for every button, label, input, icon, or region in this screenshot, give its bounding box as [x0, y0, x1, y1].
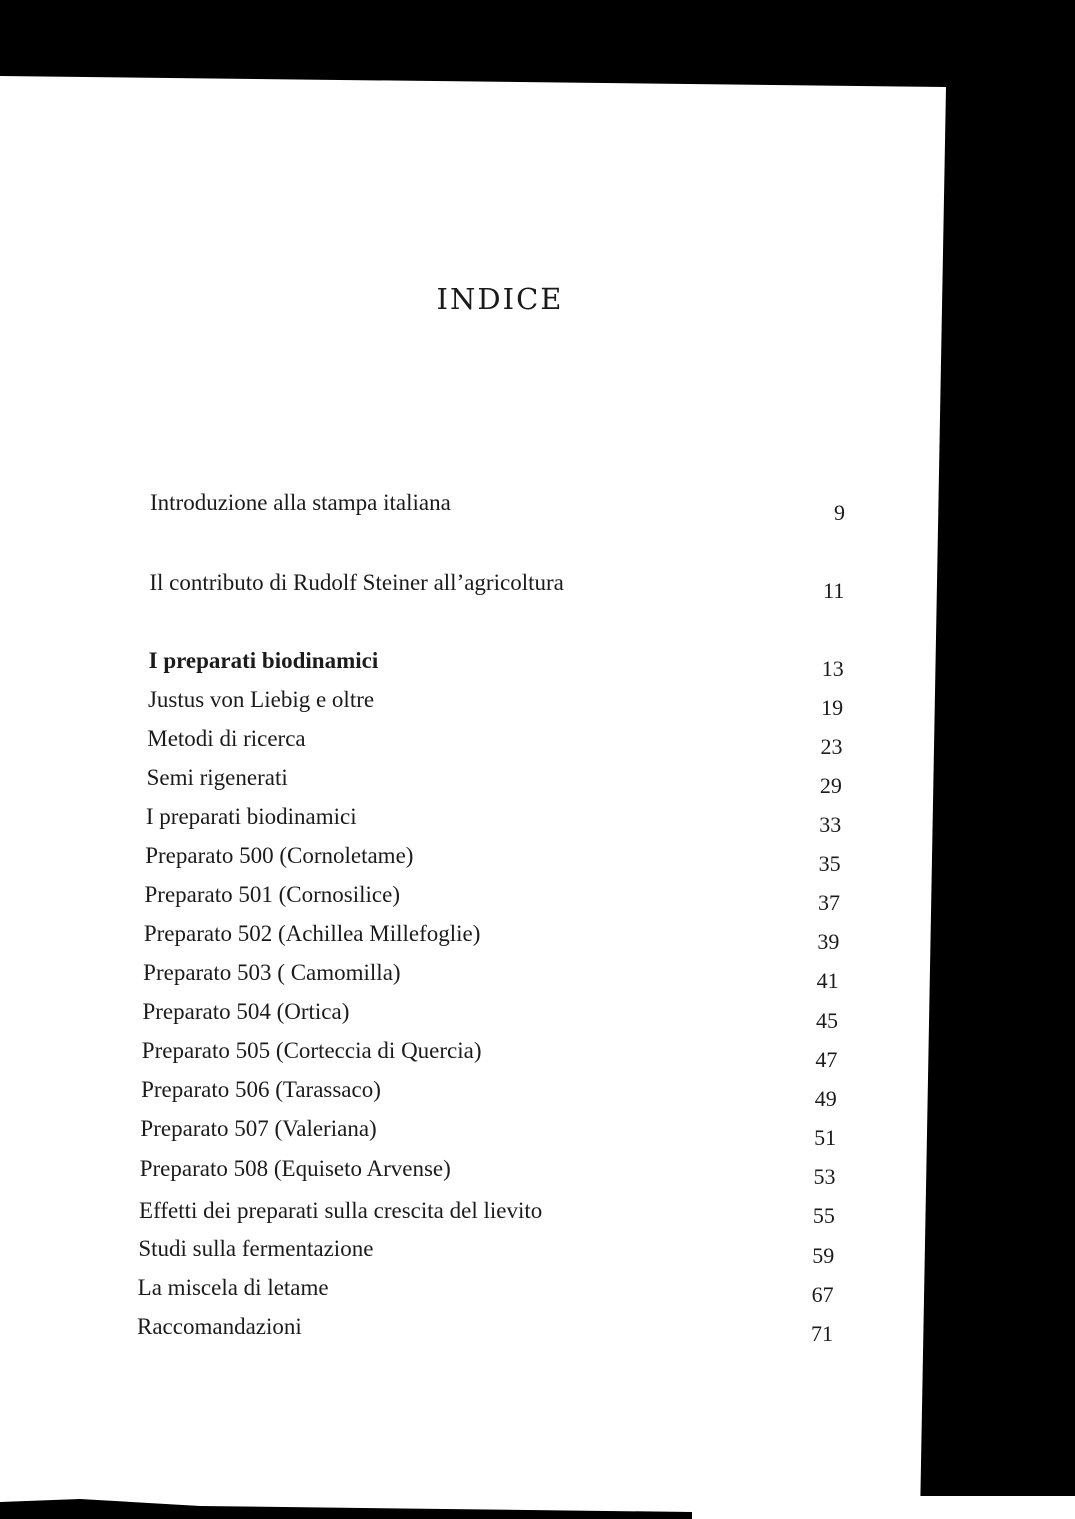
- toc-entry-page-number: 19: [821, 695, 844, 720]
- toc-entry-title: Preparato 506 (Tarassaco): [141, 1077, 381, 1102]
- toc-entry-title: Justus von Liebig e oltre: [147, 687, 375, 712]
- toc-entry-title: Preparato 505 (Corteccia di Quercia): [141, 1038, 482, 1063]
- toc-entry-page-number: 47: [815, 1047, 838, 1072]
- toc-entry-title: Semi rigenerati: [146, 765, 288, 790]
- toc-entry-title: Metodi di ricerca: [147, 726, 306, 751]
- toc-entry-page-number: 23: [820, 734, 843, 759]
- toc-entry-title: Effetti dei preparati sulla crescita del lievito: [139, 1198, 543, 1223]
- toc-entry-page-number: 39: [817, 929, 840, 954]
- toc-entry-title: La miscela di letame: [137, 1275, 329, 1300]
- toc-entry-title: Studi sulla fermentazione: [138, 1236, 374, 1261]
- toc-entry-page-number: 37: [817, 890, 840, 915]
- toc-entry-title: Il contributo di Rudolf Steiner all’agricoltura: [149, 570, 564, 595]
- toc-entry-title: Preparato 501 (Cornosilice): [144, 882, 400, 907]
- toc-entry-page-number: 49: [814, 1086, 837, 1111]
- toc-entry-title: Preparato 500 (Cornoletame): [145, 843, 414, 868]
- toc-entry-page-number: 55: [812, 1203, 835, 1228]
- toc-entry-page-number: 29: [819, 773, 842, 798]
- toc-entry-page-number: 71: [811, 1321, 833, 1346]
- toc-entry-title: Preparato 508 (Equiseto Arvense): [139, 1156, 451, 1181]
- toc-entry-page-number: 33: [819, 812, 842, 837]
- toc-entry-title: Preparato 507 (Valeriana): [140, 1116, 377, 1141]
- page-title: INDICE: [436, 282, 564, 316]
- toc-entry-title: I preparati biodinamici: [148, 648, 379, 673]
- toc-entry-page-number: 67: [811, 1282, 834, 1307]
- toc-entry-page-number: 35: [818, 851, 841, 876]
- toc-entry-page-number: 53: [813, 1164, 836, 1189]
- toc-entry-title: Raccomandazioni: [137, 1314, 302, 1339]
- toc-entry-title: Preparato 504 (Ortica): [142, 999, 350, 1024]
- toc-entry-page-number: 45: [816, 1008, 839, 1033]
- toc-entry-title: Preparato 503 ( Camomilla): [143, 960, 401, 985]
- toc-entry-page-number: 41: [816, 968, 839, 993]
- toc-entry-title: Preparato 502 (Achillea Millefoglie): [143, 921, 481, 946]
- toc-entry-page-number: 11: [823, 578, 845, 603]
- toc-entry-page-number: 13: [821, 656, 844, 681]
- toc-entry-title: I preparati biodinamici: [145, 804, 357, 829]
- toc-entry-page-number: 59: [812, 1243, 835, 1268]
- toc-entry-title: Introduzione alla stampa italiana: [150, 490, 451, 515]
- toc-entry-page-number: 51: [814, 1125, 837, 1150]
- toc-entry-page-number: 9: [834, 500, 845, 525]
